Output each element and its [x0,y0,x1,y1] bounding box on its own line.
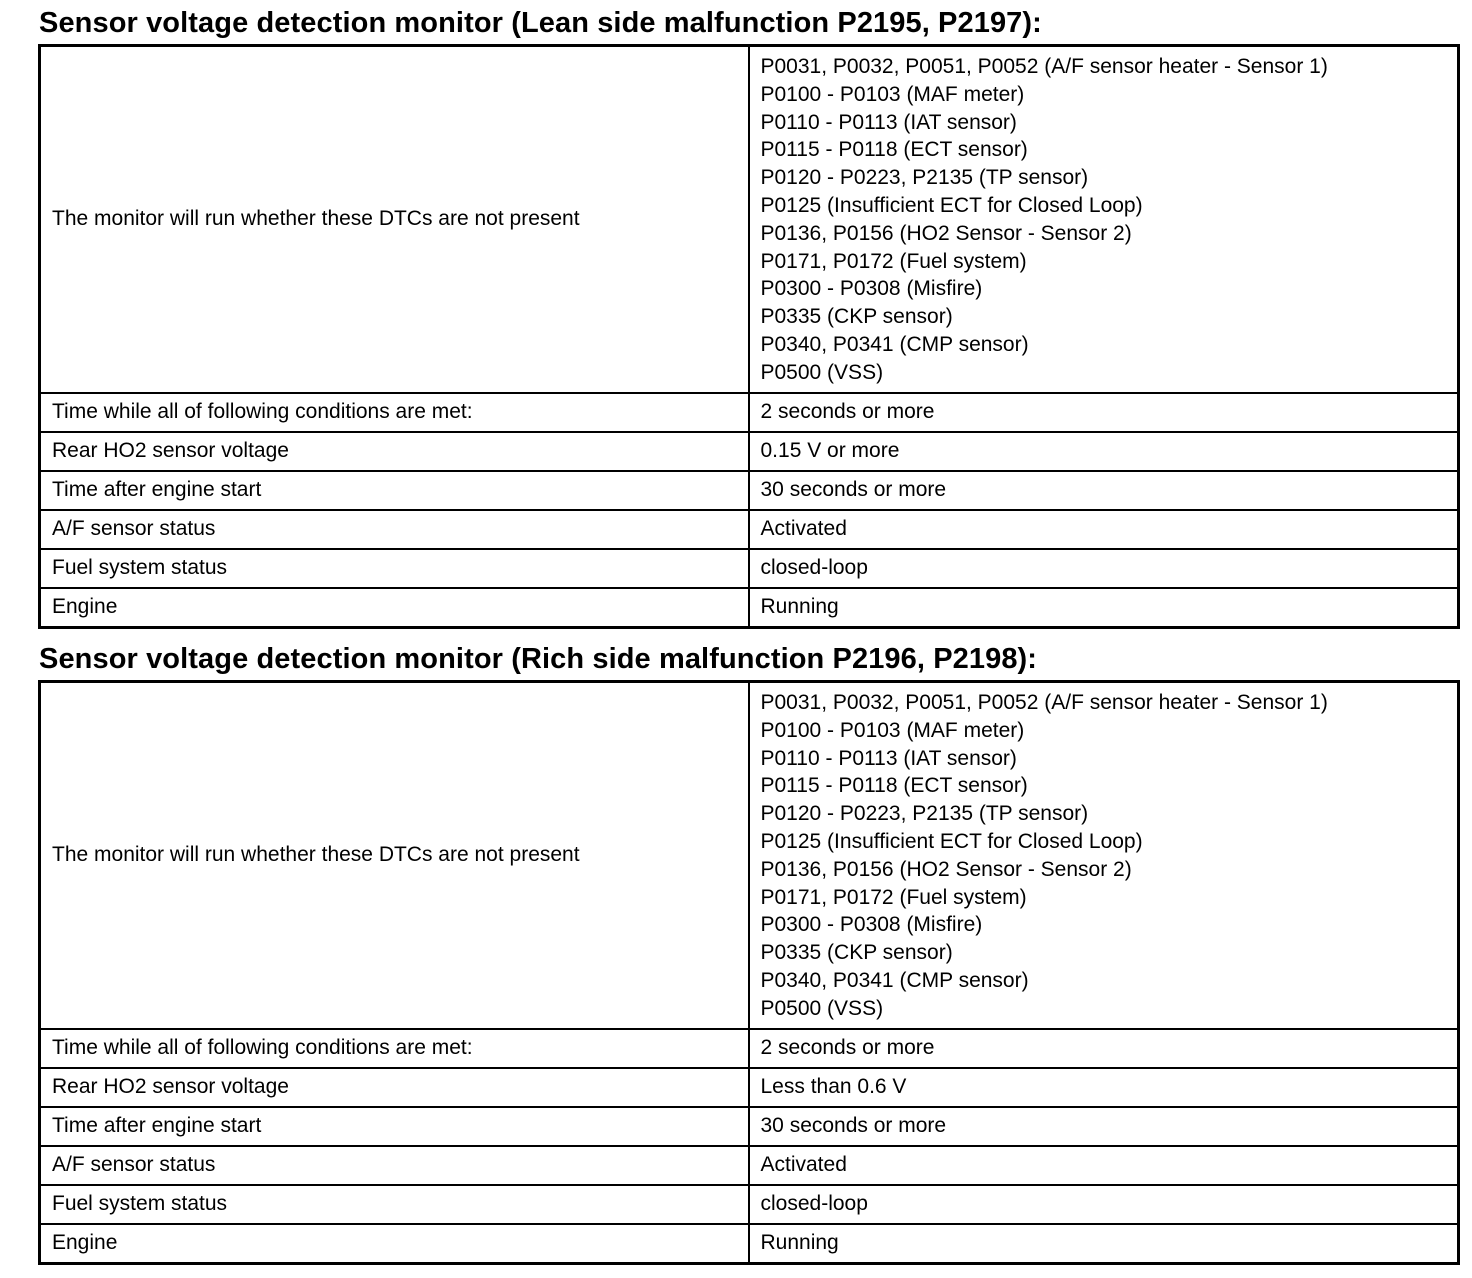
table-row [40,1224,1459,1264]
condition-label: Time after engine start [40,471,749,510]
dtc-item: P0500 (VSS) [760,996,884,1020]
condition-value: closed-loop [749,1185,1459,1224]
table-row [40,549,1459,588]
dtc-item: P0171, P0172 (Fuel system) [760,885,1027,909]
condition-value: Activated [749,1146,1459,1185]
table-row [40,471,1459,510]
dtc-item: P0340, P0341 (CMP sensor) [760,968,1029,992]
condition-value: 30 seconds or more [749,1107,1459,1146]
dtc-item: P0110 - P0113 (IAT sensor) [760,110,1017,134]
condition-value: Less than 0.6 V [749,1068,1459,1107]
rich-monitor-table [38,680,1460,1265]
condition-label: Rear HO2 sensor voltage [40,432,749,471]
dtc-label: The monitor will run whether these DTCs are not present [40,46,749,393]
table-row [40,1185,1459,1224]
dtc-item: P0136, P0156 (HO2 Sensor - Sensor 2) [760,221,1132,245]
condition-label: Engine [40,1224,749,1264]
condition-value: 30 seconds or more [749,471,1459,510]
condition-value: Running [749,588,1459,628]
condition-label: Time while all of following conditions are met: [40,393,749,432]
table-row [40,1107,1459,1146]
table-row [40,46,1459,393]
dtc-item: P0136, P0156 (HO2 Sensor - Sensor 2) [760,857,1132,881]
condition-value: 2 seconds or more [749,393,1459,432]
lean-monitor-table [38,44,1460,629]
condition-value: Activated [749,510,1459,549]
dtc-list [749,682,1459,1029]
condition-label: Engine [40,588,749,628]
condition-value: closed-loop [749,549,1459,588]
table-row [40,1068,1459,1107]
condition-label: A/F sensor status [40,510,749,549]
table-row [40,510,1459,549]
condition-value: 0.15 V or more [749,432,1459,471]
dtc-item: P0340, P0341 (CMP sensor) [760,332,1029,356]
condition-label: Time while all of following conditions are met: [40,1029,749,1068]
condition-label: Fuel system status [40,549,749,588]
dtc-item: P0125 (Insufficient ECT for Closed Loop) [760,193,1143,217]
condition-label: A/F sensor status [40,1146,749,1185]
condition-label: Rear HO2 sensor voltage [40,1068,749,1107]
dtc-item: P0335 (CKP sensor) [760,305,953,329]
dtc-item: P0125 (Insufficient ECT for Closed Loop) [760,829,1143,853]
dtc-item: P0120 - P0223, P2135 (TP sensor) [760,802,1089,826]
condition-value: 2 seconds or more [749,1029,1459,1068]
condition-value: Running [749,1224,1459,1264]
table-row [40,393,1459,432]
dtc-item: P0115 - P0118 (ECT sensor) [760,774,1028,798]
dtc-item: P0120 - P0223, P2135 (TP sensor) [760,166,1089,190]
table-row [40,1029,1459,1068]
condition-label: Fuel system status [40,1185,749,1224]
table-row [40,1146,1459,1185]
section-title-rich: Sensor voltage detection monitor (Rich side malfunction P2196, P2198): [39,643,1038,675]
dtc-item: P0100 - P0103 (MAF meter) [760,82,1025,106]
dtc-item: P0115 - P0118 (ECT sensor) [760,138,1028,162]
dtc-item: P0171, P0172 (Fuel system) [760,249,1027,273]
dtc-item: P0100 - P0103 (MAF meter) [760,718,1025,742]
condition-label: Time after engine start [40,1107,749,1146]
table-row [40,682,1459,1029]
dtc-item: P0031, P0032, P0051, P0052 (A/F sensor heater - Sensor 1) [760,55,1328,78]
dtc-item: P0300 - P0308 (Misfire) [760,277,983,301]
dtc-item: P0031, P0032, P0051, P0052 (A/F sensor heater - Sensor 1) [760,691,1328,714]
table-row [40,588,1459,628]
dtc-list [749,46,1459,393]
dtc-item: P0110 - P0113 (IAT sensor) [760,746,1017,770]
dtc-label: The monitor will run whether these DTCs are not present [40,682,749,1029]
dtc-item: P0335 (CKP sensor) [760,941,953,965]
dtc-item: P0500 (VSS) [760,360,884,384]
table-row [40,432,1459,471]
section-title-lean: Sensor voltage detection monitor (Lean side malfunction P2195, P2197): [39,7,1042,39]
dtc-item: P0300 - P0308 (Misfire) [760,913,983,937]
